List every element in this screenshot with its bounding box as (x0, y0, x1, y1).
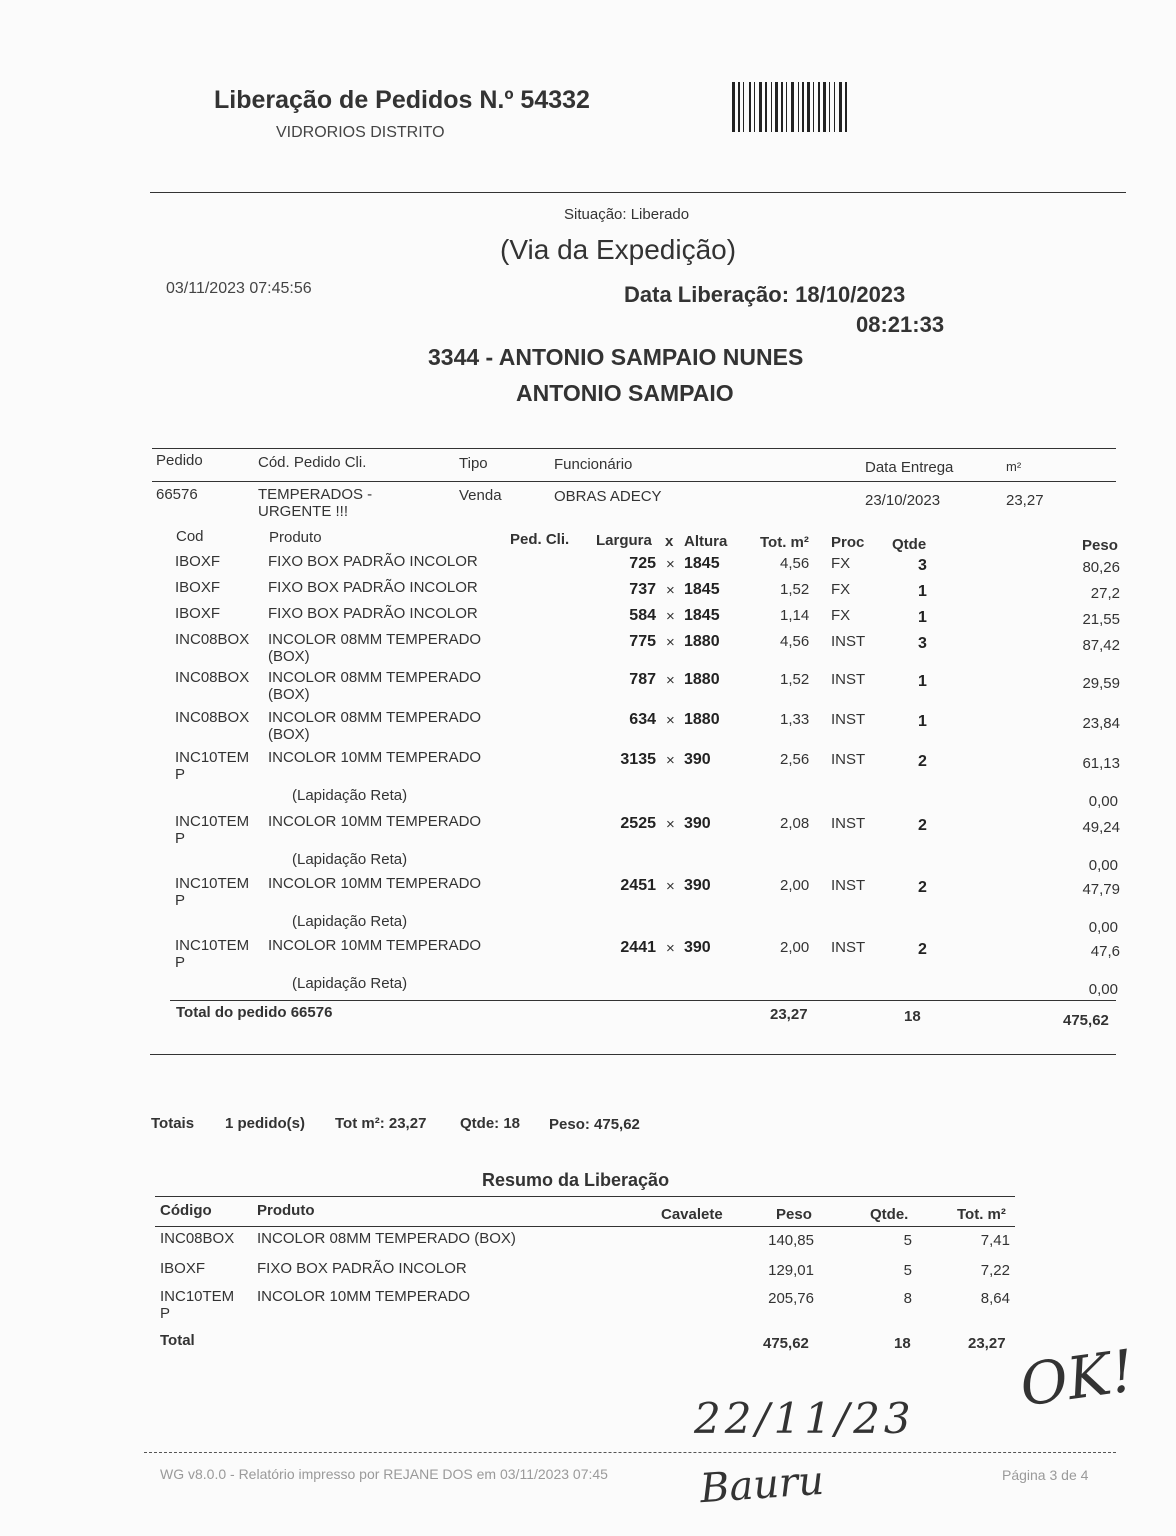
item-produto: INCOLOR 10MM TEMPERADO (268, 749, 482, 766)
item-sub-label: (Lapidação Reta) (292, 975, 408, 992)
item-largura: 787 (629, 671, 656, 688)
data-liberacao: Data Liberação: 18/10/2023 (624, 282, 906, 307)
resumo-codigo: INC08BOX (160, 1230, 235, 1247)
item-tot-m2: 1,14 (780, 607, 810, 624)
resumo-produto: INCOLOR 08MM TEMPERADO (BOX) (257, 1230, 516, 1247)
item-qtde: 1 (918, 609, 927, 626)
item-altura: 1845 (684, 581, 720, 598)
cod-pedido-cli-value: TEMPERADOS - URGENTE !!! (258, 486, 373, 520)
item-tot-m2: 1,52 (780, 581, 810, 598)
item-qtde: 2 (918, 753, 927, 770)
footer-page-number: Página 3 de 4 (1002, 1467, 1089, 1483)
resumo-codigo: INC10TEMP (160, 1288, 235, 1322)
item-largura: 775 (629, 633, 656, 650)
item-produto: FIXO BOX PADRÃO INCOLOR (268, 553, 478, 570)
items-col-qtde: Qtde (892, 536, 927, 553)
item-cod: IBOXF (175, 579, 221, 596)
pedido-value: 66576 (156, 486, 198, 503)
item-proc: INST (831, 633, 866, 650)
totais-label: Totais (151, 1115, 195, 1132)
order-total-peso: 475,62 (1063, 1012, 1109, 1029)
item-times-sign: × (666, 712, 675, 729)
handwritten-date: 22/11/23 (694, 1394, 915, 1443)
item-qtde: 1 (918, 583, 927, 600)
resumo-peso: 205,76 (768, 1290, 814, 1307)
resumo-col-qtde: Qtde. (870, 1206, 909, 1223)
item-peso: 47,6 (1090, 943, 1120, 960)
item-sub-label: (Lapidação Reta) (292, 913, 408, 930)
col-data-entrega: Data Entrega (865, 459, 954, 476)
order-total-label: Total do pedido 66576 (176, 1004, 333, 1021)
item-tot-m2: 1,33 (780, 711, 810, 728)
items-col-ped-cli: Ped. Cli. (510, 531, 570, 548)
col-tipo: Tipo (459, 455, 488, 472)
footer-report-info: WG v8.0.0 - Relatório impresso por REJANE DOS em 03/11/2023 07:45 (160, 1466, 608, 1482)
totais-m2: Tot m²: 23,27 (335, 1115, 427, 1132)
resumo-produto: FIXO BOX PADRÃO INCOLOR (257, 1260, 467, 1277)
item-qtde: 1 (918, 713, 927, 730)
item-proc: INST (831, 877, 866, 894)
item-largura: 3135 (620, 751, 656, 768)
item-cod: INC10TEMP (175, 813, 250, 847)
tipo-value: Venda (459, 487, 502, 504)
col-cod-pedido-cli: Cód. Pedido Cli. (258, 454, 367, 471)
item-largura: 737 (629, 581, 656, 598)
items-col-cod: Cod (176, 528, 204, 545)
item-tot-m2: 4,56 (780, 555, 810, 572)
items-col-largura: Largura (596, 532, 652, 549)
item-largura: 584 (629, 607, 656, 624)
item-altura: 1845 (684, 555, 720, 572)
item-tot-m2: 1,52 (780, 671, 810, 688)
item-peso: 47,79 (1082, 881, 1120, 898)
divider-order-header (152, 448, 1116, 449)
item-peso: 23,84 (1082, 715, 1120, 732)
client-short-name: ANTONIO SAMPAIO (516, 380, 734, 406)
totais-pedidos: 1 pedido(s) (225, 1115, 306, 1132)
item-sub-peso: 0,00 (1088, 793, 1118, 810)
item-tot-m2: 2,56 (780, 751, 810, 768)
situacao-label: Situação: Liberado (564, 206, 690, 223)
item-produto: INCOLOR 08MM TEMPERADO (BOX) (268, 631, 482, 665)
resumo-peso: 140,85 (768, 1232, 814, 1249)
item-cod: INC08BOX (175, 631, 250, 648)
resumo-total-peso: 475,62 (763, 1335, 809, 1352)
totais-peso: Peso: 475,62 (549, 1116, 640, 1133)
item-sub-peso: 0,00 (1088, 981, 1118, 998)
item-tot-m2: 2,00 (780, 939, 810, 956)
item-proc: INST (831, 815, 866, 832)
item-cod: IBOXF (175, 553, 221, 570)
company-name: VIDRORIOS DISTRITO (276, 124, 445, 141)
via-label: (Via da Expedição) (500, 234, 737, 265)
item-proc: FX (831, 555, 851, 572)
item-qtde: 1 (918, 673, 927, 690)
item-peso: 80,26 (1082, 559, 1120, 576)
resumo-peso: 129,01 (768, 1262, 814, 1279)
items-col-produto: Produto (269, 529, 322, 546)
totais-qtde: Qtde: 18 (460, 1115, 521, 1132)
item-peso: 49,24 (1082, 819, 1120, 836)
resumo-title: Resumo da Liberação (482, 1170, 670, 1190)
item-qtde: 2 (918, 879, 927, 896)
item-largura: 2525 (620, 815, 656, 832)
divider-order-total (170, 1000, 1116, 1001)
item-proc: FX (831, 581, 851, 598)
col-pedido: Pedido (156, 452, 203, 469)
divider-resumo-top (155, 1196, 1015, 1197)
resumo-qtde: 5 (903, 1262, 912, 1279)
item-cod: INC08BOX (175, 669, 250, 686)
item-peso: 27,2 (1090, 585, 1120, 602)
item-proc: INST (831, 751, 866, 768)
resumo-codigo: IBOXF (160, 1260, 206, 1277)
item-altura: 390 (684, 939, 711, 956)
resumo-tot-m2: 7,41 (980, 1232, 1010, 1249)
items-col-tot-m2: Tot. m² (760, 534, 809, 551)
divider-after-order (150, 1054, 1116, 1055)
col-m2: m² (1006, 459, 1022, 474)
item-produto: FIXO BOX PADRÃO INCOLOR (268, 605, 478, 622)
item-altura: 390 (684, 815, 711, 832)
resumo-qtde: 5 (903, 1232, 912, 1249)
resumo-produto: INCOLOR 10MM TEMPERADO (257, 1288, 471, 1305)
items-col-peso: Peso (1082, 537, 1118, 554)
item-produto: INCOLOR 08MM TEMPERADO (BOX) (268, 709, 482, 743)
item-peso: 87,42 (1082, 637, 1120, 654)
item-produto: INCOLOR 08MM TEMPERADO (BOX) (268, 669, 482, 703)
item-altura: 1880 (684, 711, 720, 728)
items-col-proc: Proc (831, 534, 865, 551)
items-col-altura: Altura (684, 533, 728, 550)
item-times-sign: × (666, 556, 675, 573)
item-largura: 2451 (620, 877, 656, 894)
item-cod: INC08BOX (175, 709, 250, 726)
item-largura: 725 (629, 555, 656, 572)
item-cod: INC10TEMP (175, 875, 250, 909)
client-name: 3344 - ANTONIO SAMPAIO NUNES (428, 344, 804, 370)
item-sub-label: (Lapidação Reta) (292, 851, 408, 868)
funcionario-value: OBRAS ADECY (554, 488, 662, 505)
item-proc: INST (831, 711, 866, 728)
resumo-total-label: Total (160, 1332, 195, 1349)
divider-top (150, 192, 1126, 193)
resumo-col-produto: Produto (257, 1202, 315, 1219)
items-col-x: x (665, 533, 674, 550)
item-times-sign: × (666, 634, 675, 651)
order-total-qtde: 18 (904, 1008, 921, 1025)
item-proc: INST (831, 671, 866, 688)
item-times-sign: × (666, 816, 675, 833)
item-times-sign: × (666, 608, 675, 625)
item-produto: INCOLOR 10MM TEMPERADO (268, 875, 482, 892)
printed-datetime: 03/11/2023 07:45:56 (166, 280, 312, 297)
resumo-tot-m2: 8,64 (980, 1290, 1010, 1307)
item-produto: INCOLOR 10MM TEMPERADO (268, 937, 482, 954)
barcode-icon (730, 82, 908, 134)
document-title: Liberação de Pedidos N.º 54332 (214, 86, 590, 114)
item-tot-m2: 2,08 (780, 815, 810, 832)
data-liberacao-time: 08:21:33 (856, 312, 945, 337)
item-times-sign: × (666, 940, 675, 957)
divider-footer (144, 1452, 1116, 1453)
item-altura: 1880 (684, 671, 720, 688)
resumo-total-qtde: 18 (894, 1335, 911, 1352)
divider-resumo-columns (155, 1226, 1015, 1227)
item-qtde: 3 (918, 557, 927, 574)
item-times-sign: × (666, 582, 675, 599)
handwritten-signature: Bauru (698, 1457, 826, 1513)
item-largura: 2441 (620, 939, 656, 956)
divider-order-columns (152, 481, 1116, 482)
item-times-sign: × (666, 672, 675, 689)
item-qtde: 2 (918, 941, 927, 958)
item-altura: 390 (684, 877, 711, 894)
item-altura: 1880 (684, 633, 720, 650)
item-times-sign: × (666, 878, 675, 895)
col-funcionario: Funcionário (554, 456, 633, 473)
item-peso: 21,55 (1082, 611, 1120, 628)
resumo-qtde: 8 (903, 1290, 912, 1307)
item-produto: FIXO BOX PADRÃO INCOLOR (268, 579, 478, 596)
resumo-col-cavalete: Cavalete (661, 1206, 723, 1223)
item-largura: 634 (629, 711, 656, 728)
resumo-total-m2: 23,27 (968, 1335, 1006, 1352)
item-cod: INC10TEMP (175, 937, 250, 971)
item-cod: INC10TEMP (175, 749, 250, 783)
item-peso: 61,13 (1082, 755, 1120, 772)
resumo-tot-m2: 7,22 (980, 1262, 1010, 1279)
item-qtde: 3 (918, 635, 927, 652)
item-sub-peso: 0,00 (1088, 857, 1118, 874)
resumo-col-tot-m2: Tot. m² (957, 1206, 1006, 1223)
item-cod: IBOXF (175, 605, 221, 622)
item-altura: 1845 (684, 607, 720, 624)
resumo-col-codigo: Código (160, 1202, 212, 1219)
item-altura: 390 (684, 751, 711, 768)
m2-value: 23,27 (1006, 492, 1044, 509)
resumo-col-peso: Peso (776, 1206, 812, 1223)
item-tot-m2: 2,00 (780, 877, 810, 894)
item-proc: INST (831, 939, 866, 956)
item-proc: FX (831, 607, 851, 624)
item-peso: 29,59 (1082, 675, 1120, 692)
item-tot-m2: 4,56 (780, 633, 810, 650)
item-qtde: 2 (918, 817, 927, 834)
data-entrega-value: 23/10/2023 (865, 492, 941, 509)
item-times-sign: × (666, 752, 675, 769)
item-produto: INCOLOR 10MM TEMPERADO (268, 813, 482, 830)
handwritten-ok: OK! (1015, 1336, 1139, 1420)
order-total-m2: 23,27 (770, 1006, 808, 1023)
item-sub-label: (Lapidação Reta) (292, 787, 408, 804)
item-sub-peso: 0,00 (1088, 919, 1118, 936)
